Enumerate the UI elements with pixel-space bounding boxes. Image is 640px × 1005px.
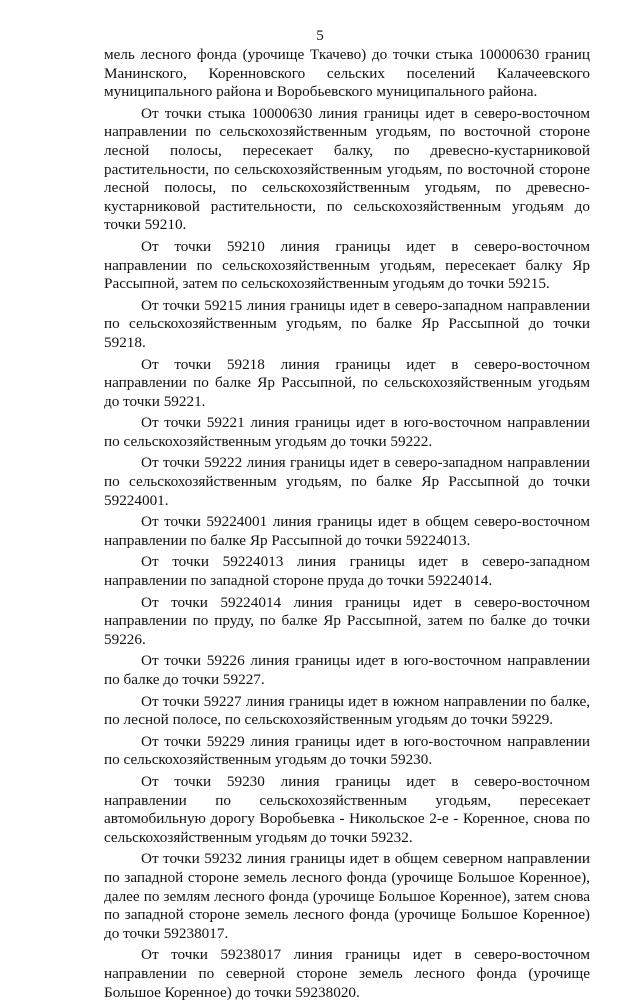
paragraph: От точки 59226 линия границы идет в юго-восточном направлении по балке до точки 59227. [104, 652, 590, 688]
paragraph: От точки 59222 линия границы идет в северо-западном направлении по сельскохозяйственным угодьям, по балке Яр Рассыпной до точки 59224001. [104, 454, 590, 509]
paragraph: От точки 59229 линия границы идет в юго-восточном направлении по сельскохозяйственным угодьям до точки 59230. [104, 732, 590, 769]
paragraph: От точки 59221 линия границы идет в юго-восточном направлении по сельскохозяйственным угодьям до точки 59222. [104, 414, 590, 450]
paragraph: От точки 59218 линия границы идет в северо-восточном направлении по балке Яр Рассыпной, по сельскохозяйственным угодьям до точки 59221. [104, 355, 590, 410]
document-body [104, 46, 590, 1005]
paragraph: От точки 59210 линия границы идет в северо-восточном направлении по сельскохозяйственным угодьям, пересекает балку Яр Рассыпной, затем по сельскохозяйственным угодьям до точки 59215. [104, 237, 590, 293]
paragraph: От точки стыка 10000630 линия границы идет в северо-восточном направлении по сельскохозяйственным угодьям, по восточной стороне лесной полосы, пересекает балку, по древесно-кустарниковой растительности, по сельскохозяйственным угодьям, по восточной стороне лесной полосы, по сельскохозяйственным угодьям, по древесно-кустарниковой растительности, по сельскохозяйственным угодьям до точки 59210. [104, 104, 590, 234]
paragraph: От точки 59215 линия границы идет в северо-западном направлении по сельскохозяйственным угодьям, по балке Яр Рассыпной до точки 59218. [104, 296, 590, 351]
paragraph: От точки 59224014 линия границы идет в северо-восточном направлении по пруду, по балке Яр Рассыпной, затем по балке до точки 59226. [104, 593, 590, 648]
page-number: 5 [316, 28, 324, 44]
paragraph: От точки 59238017 линия границы идет в северо-восточном направлении по северной стороне земель лесного фонда (урочище Большое Коренное) до точки 59238020. [104, 946, 590, 1001]
paragraph: От точки 59224013 линия границы идет в северо-западном направлении по западной стороне пруда до точки 59224014. [104, 553, 590, 590]
paragraph: мель лесного фонда (урочище Ткачево) до точки стыка 10000630 границ Манинского, Коренновского сельских поселений Калачеевского муниципального района и Воробьевского муниципального района. [104, 46, 590, 101]
paragraph: От точки 59232 линия границы идет в общем северном направлении по западной стороне земель лесного фонда (урочище Большое Коренное), далее по землям лесного фонда (урочище Большое Коренное), затем снова по западной стороне земель лесного фонда (урочище Большое Коренное) до точки 59238017. [104, 850, 590, 942]
paragraph: От точки 59230 линия границы идет в северо-восточном направлении по сельскохозяйственным угодьям, пересекает автомобильную дорогу Воробьевка - Никольское 2-е - Коренное, снова по сельскохозяйственным угодьям до точки 59232. [104, 772, 590, 846]
paragraph: От точки 59227 линия границы идет в южном направлении по балке, по лесной полосе, по сельскохозяйственным угодьям до точки 59229. [104, 692, 590, 729]
paragraph: От точки 59224001 линия границы идет в общем северо-восточном направлении по балке Яр Рассыпной до точки 59224013. [104, 513, 590, 549]
